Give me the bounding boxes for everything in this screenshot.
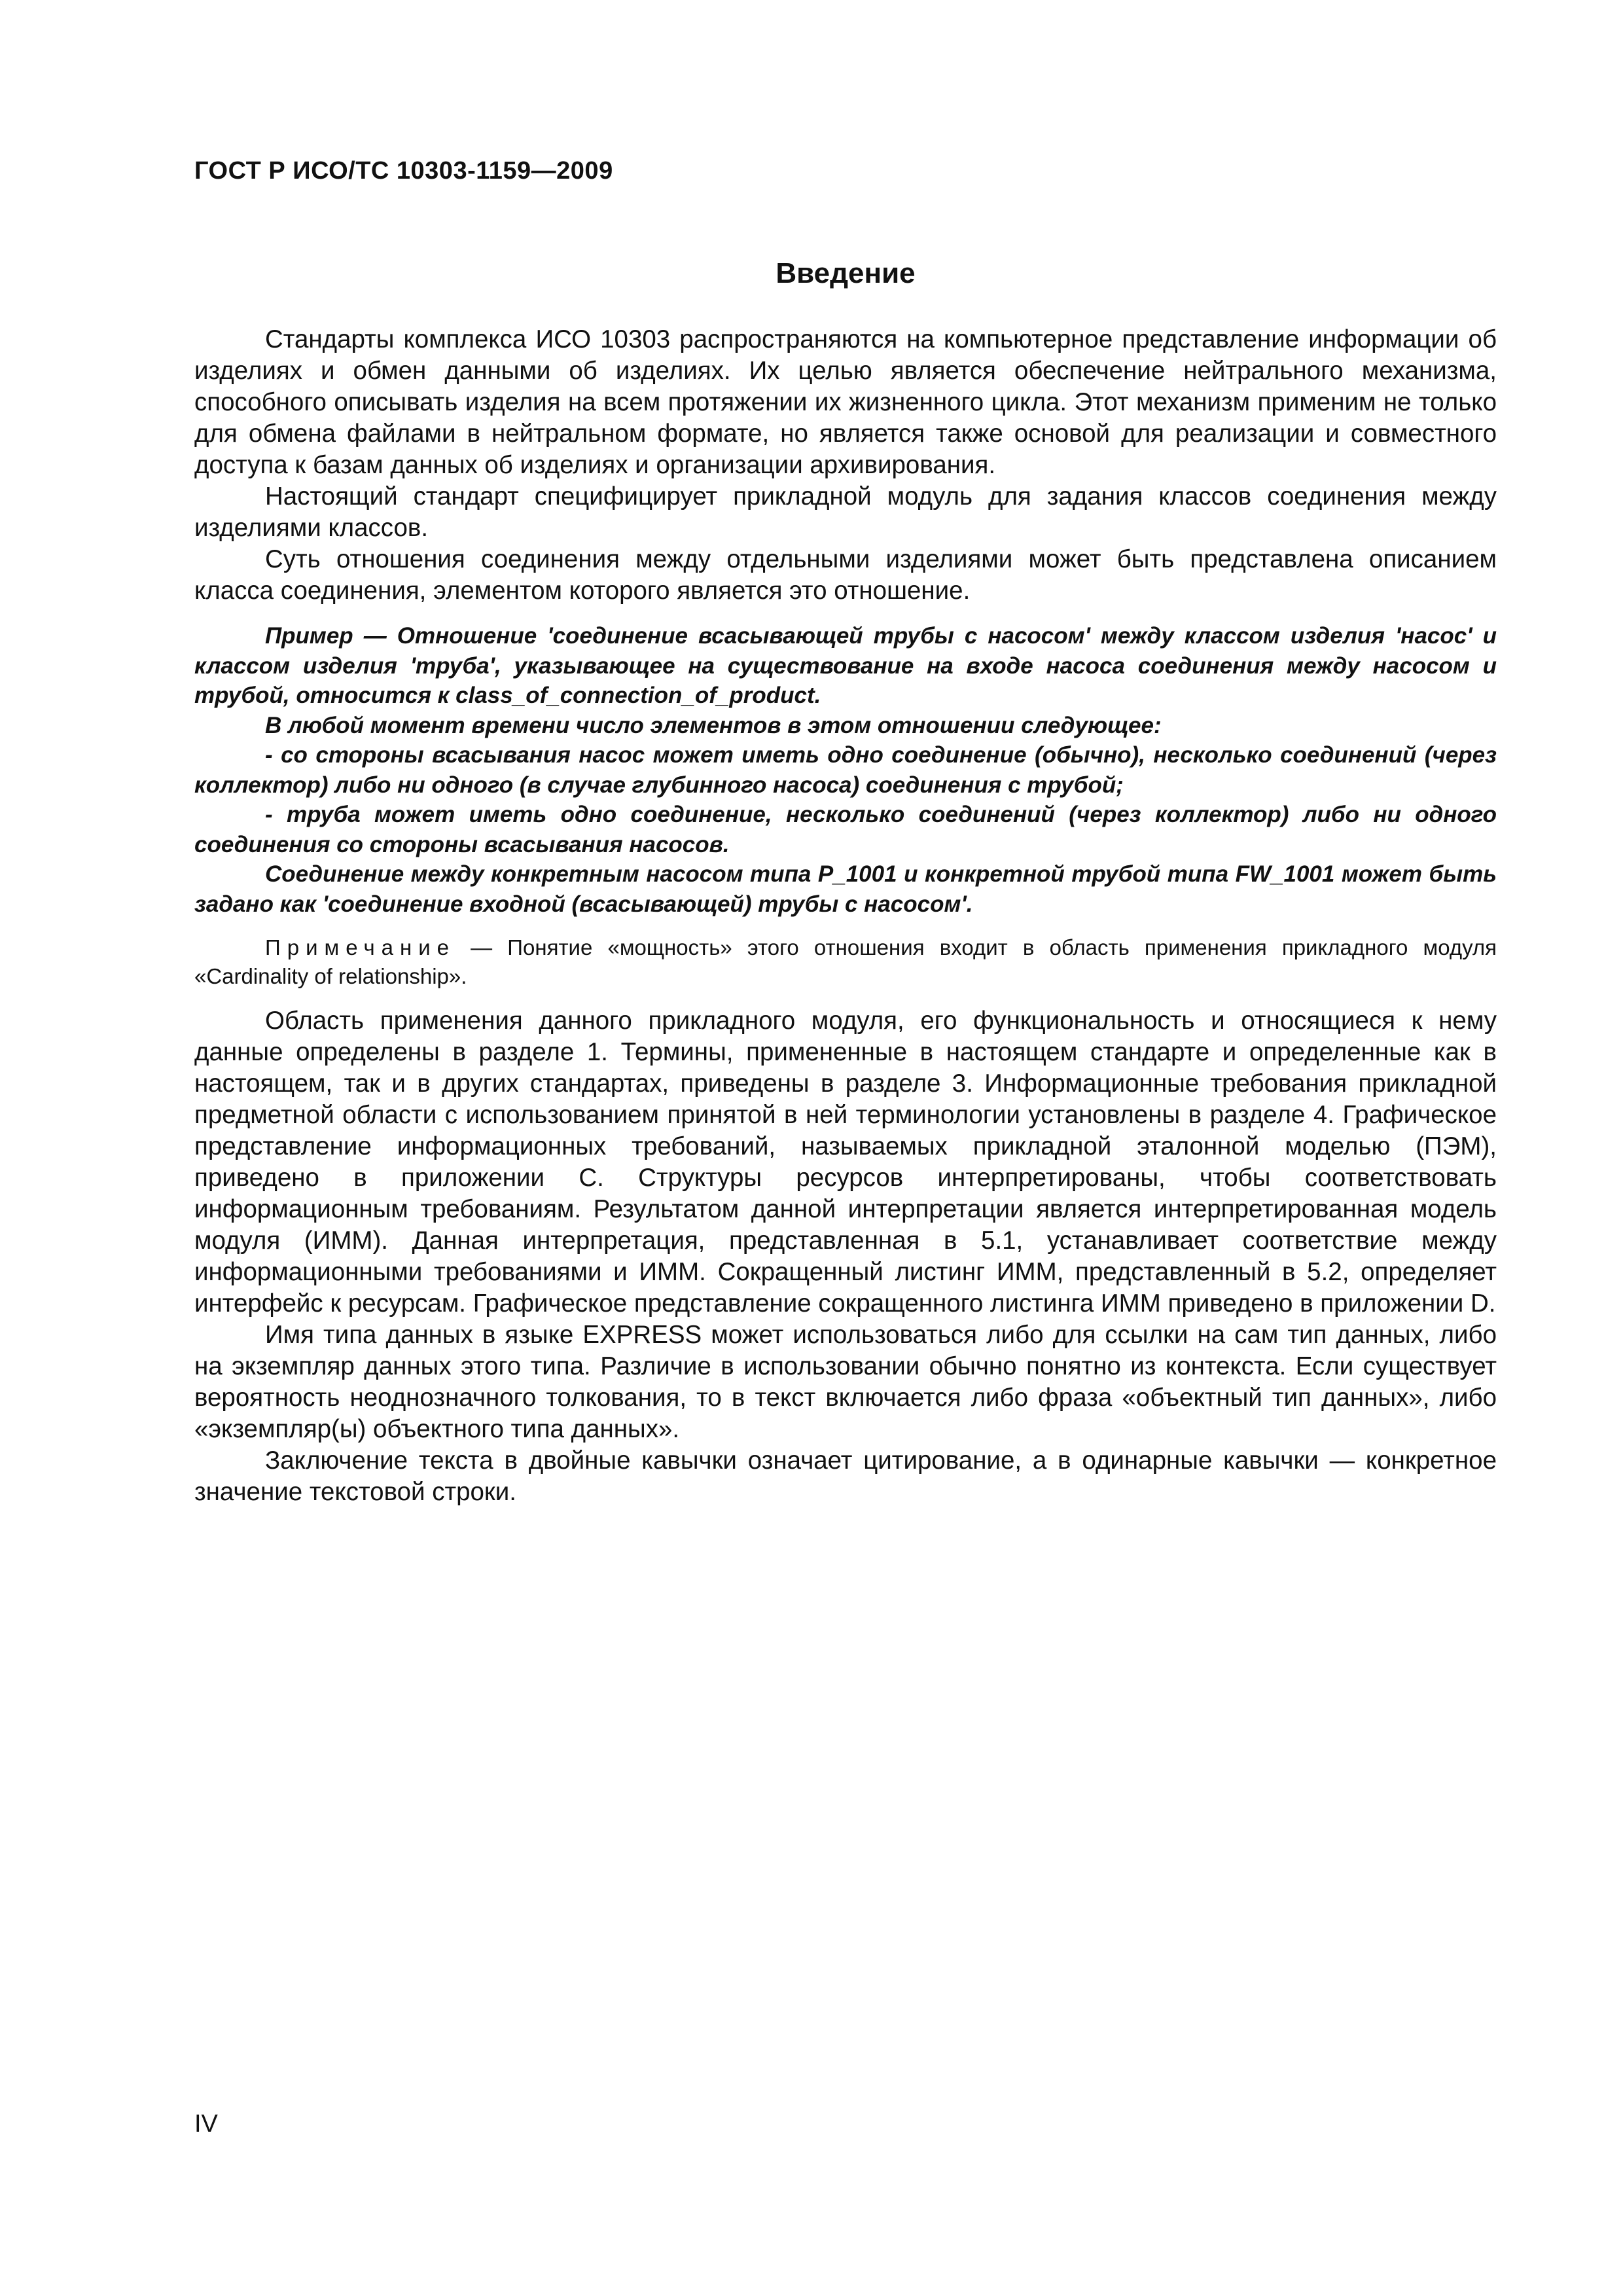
body-paragraph-3: Заключение текста в двойные кавычки означает цитирование, а в одинарные кавычки — конкретное значение текстовой строки.	[194, 1446, 1497, 1506]
page-number: IV	[194, 2110, 218, 2138]
example-paragraph-4: - труба может иметь одно соединение, несколько соединений (через коллектор) либо ни одного соединения со стороны всасывания насосов.	[194, 802, 1497, 857]
note-text: — Понятие «мощность» этого отношения входит в область применения прикладного модуля «Cardinality of relationship».	[194, 935, 1497, 988]
example-paragraph-5: Соединение между конкретным насосом типа P_1001 и конкретной трубой типа FW_1001 может быть задано как 'соединение входной (всасывающей) трубы с насосом'.	[194, 861, 1497, 917]
section-title: Введение	[776, 257, 916, 289]
example-paragraph-2: В любой момент времени число элементов в этом отношении следующее:	[265, 712, 1162, 738]
example-paragraph-1: Пример — Отношение 'соединение всасывающей трубы с насосом' между классом изделия 'насос' и классом изделия 'труба', указывающее на существование на входе насоса соединения между насосом и трубой, относится к class_of_connection_of_product.	[194, 623, 1497, 708]
body-paragraph-1: Область применения данного прикладного модуля, его функциональность и относящиеся к нему данные определены в разделе 1. Термины, примененные в настоящем стандарте и определенные как в настоящем, так и в других стандартах, приведены в разделе 3. Информационные требования прикладной предметной области с использованием принятой в ней терминологии установлены в разделе 4. Графическое представление информационных требований, называемых прикладной эталонной моделью (ПЭМ), приведено в приложении С. Структуры ресурсов интерпретированы, чтобы соответствовать информационным требованиям. Результатом данной интерпретации является интерпретированная модель модуля (ИММ). Данная интерпретация, представленная в 5.1, устанавливает соответствие между информационными требованиями и ИММ. Сокращенный листинг ИММ, представленный в 5.2, определяет интерфейс к ресурсам. Графическое представление сокращенного листинга ИММ приведено в приложении D.	[194, 1007, 1497, 1318]
intro-paragraph-1: Стандарты комплекса ИСО 10303 распространяются на компьютерное представление информации об изделиях и обмен данными об изделиях. Их целью является обеспечение нейтрального механизма, способного описывать изделия на всем протяжении их жизненного цикла. Этот механизм применим не только для обмена файлами в нейтральном формате, но является также основой для реализации и совместного доступа к базам данных об изделиях и организации архивирования.	[194, 325, 1497, 479]
example-paragraph-3: - со стороны всасывания насос может иметь одно соединение (обычно), несколько соединений (через коллектор) либо ни одного (в случае глубинного насоса) соединения с трубой;	[194, 742, 1497, 798]
document-header: ГОСТ Р ИСО/ТС 10303-1159—2009	[194, 157, 613, 185]
document-page	[194, 157, 1497, 1508]
example-block	[194, 621, 1497, 919]
intro-paragraph-3: Суть отношения соединения между отдельными изделиями может быть представлена описанием класса соединения, элементом которого является это отношение.	[194, 545, 1497, 605]
note-label: Примечание	[265, 935, 456, 960]
note-paragraph	[194, 933, 1497, 991]
body-paragraph-2: Имя типа данных в языке EXPRESS может использоваться либо для ссылки на сам тип данных, либо на экземпляр данных этого типа. Различие в использовании обычно понятно из контекста. Если существует вероятность неоднозначного толкования, то в текст включается либо фраза «объектный тип данных», либо «экземпляр(ы) объектного типа данных».	[194, 1321, 1497, 1443]
intro-paragraph-2: Настоящий стандарт специфицирует прикладной модуль для задания классов соединения между изделиями классов.	[194, 482, 1497, 542]
